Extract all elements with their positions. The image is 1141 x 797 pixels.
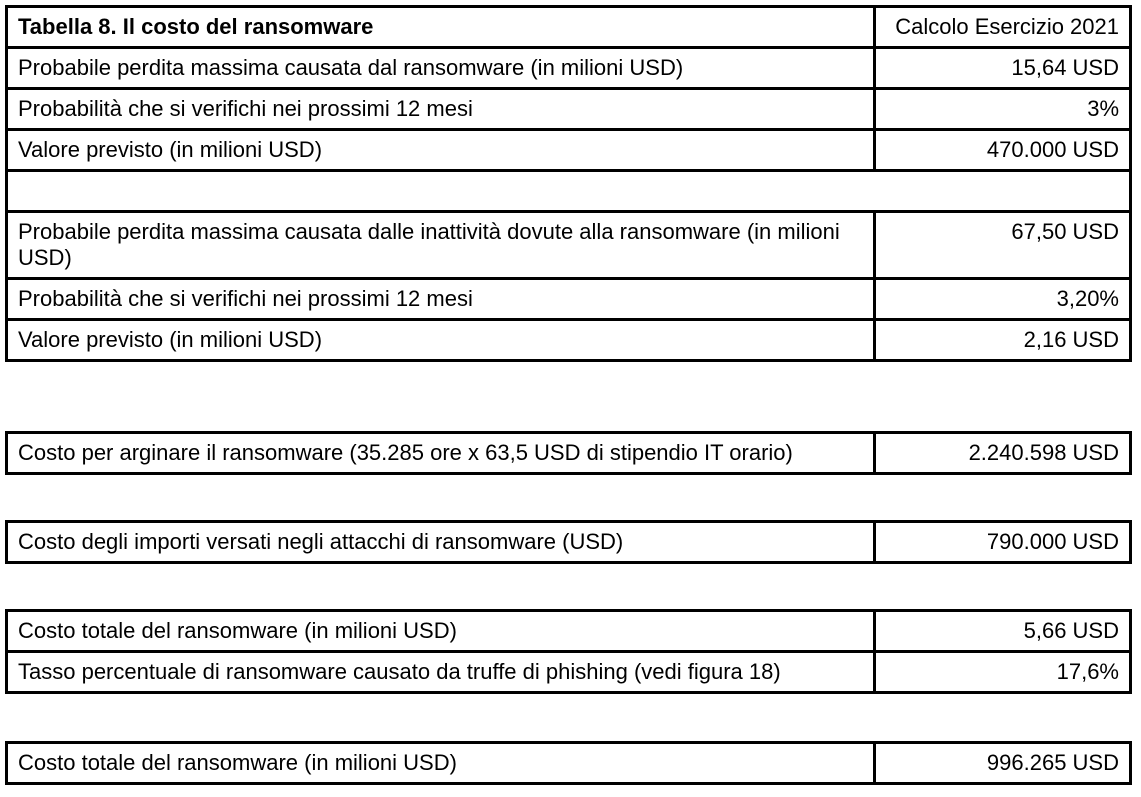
row-label: Probabilità che si verifichi nei prossimi 12 mesi (7, 279, 875, 320)
table-row (7, 89, 1131, 130)
row-label: Costo degli importi versati negli attacchi di ransomware (USD) (7, 522, 875, 563)
row-label: Costo per arginare il ransomware (35.285 ore x 63,5 USD di stipendio IT orario) (7, 433, 875, 474)
column-header: Calcolo Esercizio 2021 (875, 7, 1131, 48)
table-header-row (7, 7, 1131, 48)
table-row (7, 320, 1131, 361)
row-value: 15,64 USD (875, 48, 1131, 89)
row-value: 3% (875, 89, 1131, 130)
table-row (7, 522, 1131, 563)
table-title: Tabella 8. Il costo del ransomware (7, 7, 875, 48)
row-label: Costo totale del ransomware (in milioni USD) (7, 743, 875, 784)
row-value: 996.265 USD (875, 743, 1131, 784)
spacer-row (7, 171, 1131, 212)
row-value: 2,16 USD (875, 320, 1131, 361)
table-row (7, 433, 1131, 474)
row-value: 790.000 USD (875, 522, 1131, 563)
table-row (7, 48, 1131, 89)
table-row (7, 279, 1131, 320)
row-label: Probabile perdita massima causata dal ransomware (in milioni USD) (7, 48, 875, 89)
table-row (7, 212, 1131, 279)
row-label: Costo totale del ransomware (in milioni USD) (7, 611, 875, 652)
ransomware-cost-table (5, 5, 1132, 362)
row-value: 470.000 USD (875, 130, 1131, 171)
row-label: Valore previsto (in milioni USD) (7, 320, 875, 361)
total-cost-table (5, 609, 1132, 694)
table-row (7, 611, 1131, 652)
row-value: 3,20% (875, 279, 1131, 320)
ransom-payments-table (5, 520, 1132, 564)
row-value: 2.240.598 USD (875, 433, 1131, 474)
row-label: Valore previsto (in milioni USD) (7, 130, 875, 171)
row-label: Tasso percentuale di ransomware causato da truffe di phishing (vedi figura 18) (7, 652, 875, 693)
table-row (7, 130, 1131, 171)
row-value: 17,6% (875, 652, 1131, 693)
row-value: 5,66 USD (875, 611, 1131, 652)
row-label: Probabilità che si verifichi nei prossimi 12 mesi (7, 89, 875, 130)
row-label: Probabile perdita massima causata dalle inattività dovute alla ransomware (in milioni USD) (7, 212, 875, 279)
table-row (7, 652, 1131, 693)
empty-cell (7, 171, 1131, 212)
row-value: 67,50 USD (875, 212, 1131, 279)
containment-cost-table (5, 431, 1132, 475)
table-row (7, 743, 1131, 784)
final-total-table (5, 741, 1132, 785)
